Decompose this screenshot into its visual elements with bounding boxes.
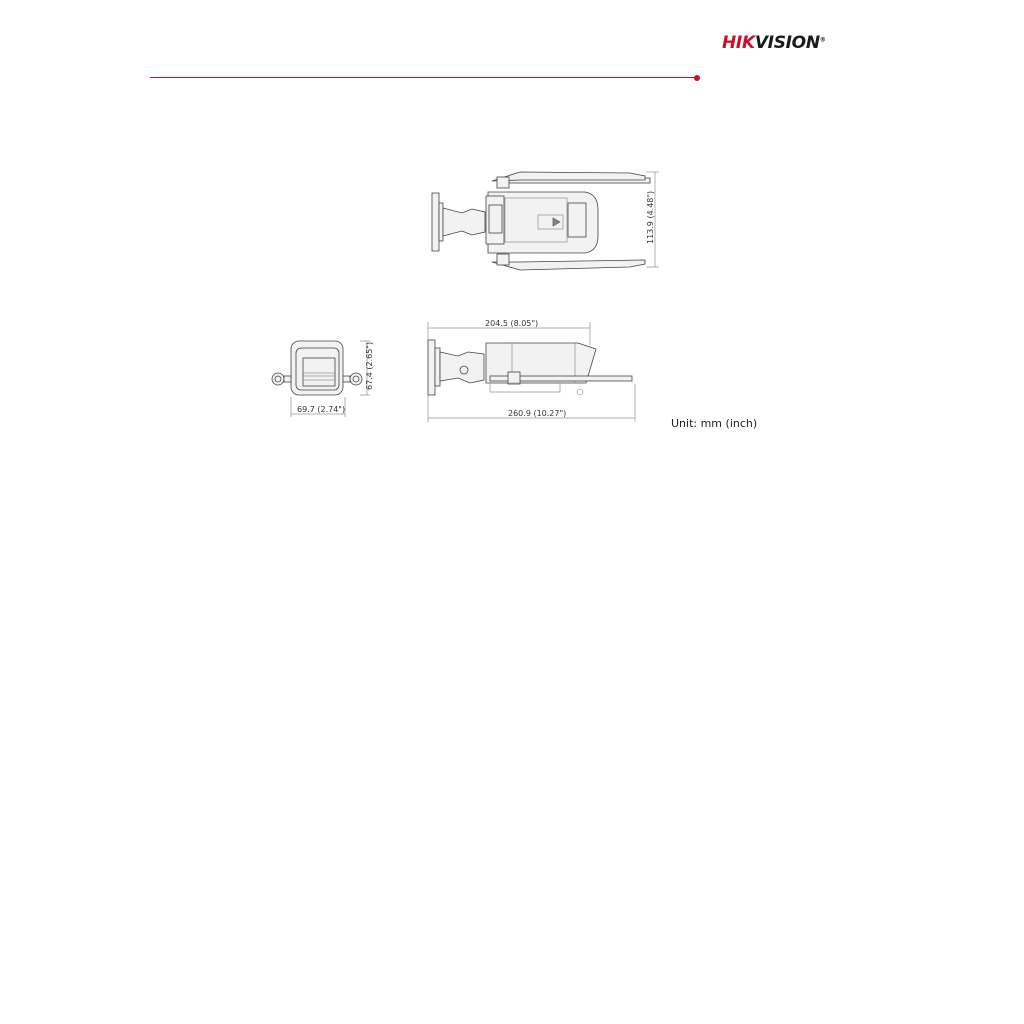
- dimension-label-260-9: 260.9 (10.27"): [508, 409, 567, 418]
- dimension-label-113-9: 113.9 (4.48"): [646, 190, 655, 244]
- side-view-drawing: [428, 322, 635, 422]
- top-view-drawing: [432, 172, 659, 270]
- unit-note: Unit: mm (inch): [671, 417, 758, 430]
- dimension-label-67-4: 67.4 (2.65"): [365, 341, 374, 390]
- hikvision-logo: HIKVISION®: [722, 33, 826, 53]
- dimension-label-69-7: 69.7 (2.74"): [297, 405, 346, 414]
- dimension-label-204-5: 204.5 (8.05"): [485, 319, 539, 328]
